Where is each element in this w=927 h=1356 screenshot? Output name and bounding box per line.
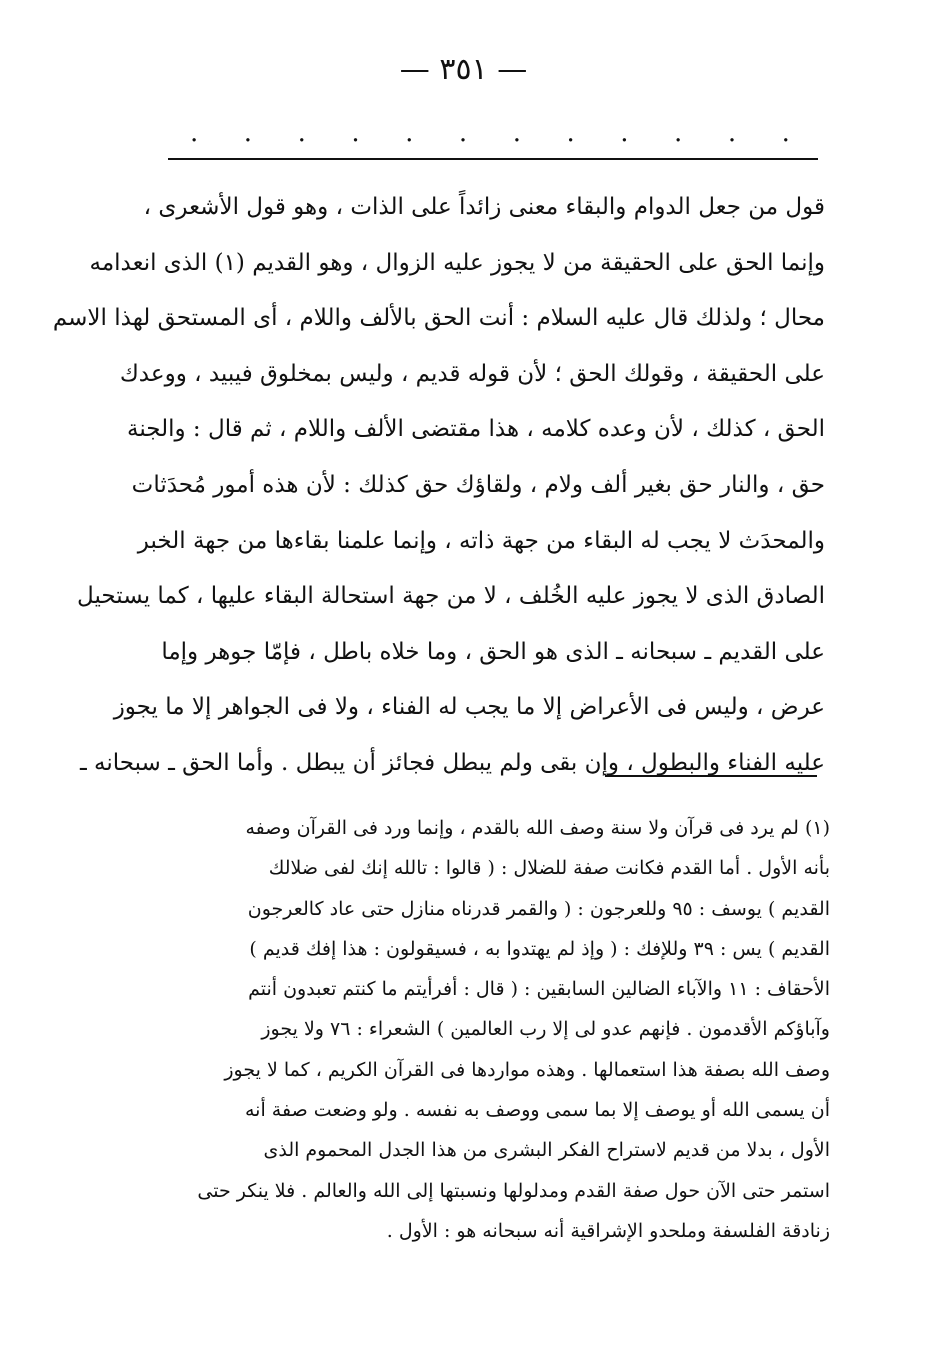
footnote-rule [605, 775, 817, 777]
ornament-dot: . [190, 118, 199, 148]
ornament-dot: . [458, 118, 468, 148]
ornament-dots-row [190, 118, 790, 148]
ornament-dot: . [512, 118, 521, 148]
main-text [52, 180, 825, 792]
ornament-dot: . [674, 118, 683, 148]
footnote [155, 808, 830, 1251]
text-line: قول من جعل الدوام والبقاء معنى زائداً على الذات ، وهو قول الأشعرى ، [143, 194, 825, 220]
header-rule [168, 158, 818, 160]
page-number: — ٣٥١ — [399, 52, 528, 87]
footnote-line: استمر حتى الآن حول صفة القدم ومدلولها ونسبتها إلى الله والعالم . فلا ينكر حتى [197, 1179, 830, 1202]
text-line: الحق ، كذلك ، لأن وعده كلامه ، هذا مقتضى الألف واللام ، ثم قال : والجنة [127, 416, 825, 443]
footnote-line: بأنه الأول . أما القدم فكانت صفة للضلال : ( قالوا : تالله إنك لفى ضلالك [268, 857, 830, 880]
footnote-line: وصف الله بصفة هذا استعمالها . وهذه مواردها فى القرآن الكريم ، كما لا يجوز [224, 1058, 830, 1081]
ornament-dot: . [351, 118, 360, 148]
text-line: عليه الفناء والبطول ، وإن بقى ولم يبطل فجائز أن يبطل . وأما الحق ـ سبحانه ـ [79, 749, 825, 776]
text-line: الصادق الذى لا يجوز عليه الخُلف ، لا من جهة استحالة البقاء عليها ، كما يستحيل [77, 583, 825, 610]
footnote-line: الأحقاف : ١١ والآباء الضالين السابقين : ( قال : أفرأيتم ما كنتم تعبدون أنتم [248, 978, 830, 1001]
ornament-dot: . [781, 118, 790, 148]
text-line: على القديم ـ سبحانه ـ الذى هو الحق ، وما خلاه باطل ، فإمّا جوهر وإما [161, 638, 825, 665]
text-line: عرض ، وليس فى الأعراض إلا ما يجب له الفناء ، ولا فى الجواهر إلا ما يجوز [113, 694, 825, 721]
footnote-line: (١) لم يرد فى قرآن ولا سنة وصف الله بالقدم ، وإنما ورد فى القرآن وصفه [245, 817, 830, 839]
footnote-line: القديم ) يس : ٣٩ وللإفك : ( وإذ لم يهتدوا به ، فسيقولون : هذا إفك قديم ) [249, 937, 830, 960]
text-line: على الحقيقة ، وقولك الحق ؛ لأن قوله قديم ، وليس بمخلوق فيبيد ، ووعدك [119, 360, 825, 387]
ornament-dot: . [243, 118, 253, 148]
ornament-dot: . [405, 118, 414, 148]
ornament-dot: . [297, 118, 306, 148]
footnote-line: أن يسمى الله أو يوصف إلا بما سمى ووصف به نفسه . ولو وضعت صفة أنه [244, 1099, 830, 1122]
text-line: حق ، والنار حق بغير ألف ولام ، ولقاؤك حق كذلك : لأن هذه أمور مُحدَثات [131, 471, 825, 498]
text-line: محال ؛ ولذلك قال عليه السلام : أنت الحق بالألف واللام ، أى المستحق لهذا الاسم [52, 305, 825, 332]
footnote-line: الأول ، بدلا من قديم لاستراح الفكر البشرى من هذا الجدل المحموم الذى [263, 1139, 830, 1162]
ornament-dot: . [727, 118, 737, 148]
text-line: والمحدَث لا يجب له البقاء من جهة ذاته ، وإنما علمنا بقاءها من جهة الخبر [137, 527, 825, 554]
text-line: وإنما الحق على الحقيقة من لا يجوز عليه الزوال ، وهو القديم (١) الذى انعدامه [89, 249, 825, 276]
footnote-line: وآباؤكم الأقدمون . فإنهم عدو لى إلا رب العالمين ) الشعراء : ٧٦ ولا يجوز [261, 1018, 830, 1041]
footnote-line: القديم ) يوسف : ٩٥ وللعرجون : ( والقمر قدرناه منازل حتى عاد كالعرجون [247, 897, 830, 920]
ornament-dot: . [566, 118, 575, 148]
ornament-dot: . [620, 118, 629, 148]
footnote-line: زنادقة الفلسفة وملحدو الإشراقية أنه سبحانه هو : الأول . [386, 1219, 830, 1242]
